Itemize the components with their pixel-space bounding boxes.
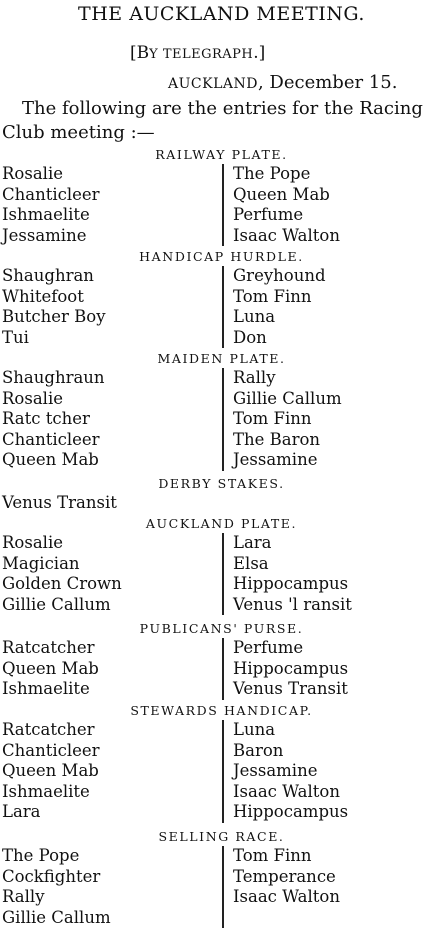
article-title: THE AUCKLAND MEETING. [78,3,365,25]
entry: Lara [233,533,272,552]
race-derby-stakes [0,475,443,514]
entry: Queen Mab [2,658,99,678]
entry: Hippocampus [233,802,349,821]
entry: Rally [2,887,45,906]
entry: Golden Crown [2,574,122,593]
race-title: MAIDEN PLATE. [157,351,286,366]
race-title: DERBY STAKES. [158,476,285,491]
intro-paragraph [0,97,443,145]
right-entries [222,164,340,246]
entry: Ishmaelite [2,205,90,224]
entry: Hippocampus [233,574,349,593]
entry: Queen Mab [233,184,330,204]
entry: Temperance [233,866,336,886]
entry: Jessamine [2,225,87,245]
right-entries [222,368,342,471]
entry: Lara [2,802,41,821]
entry: Ratcatcher [2,720,95,739]
race-handicap-hurdle [0,248,443,348]
entry: Greyhound [233,266,326,285]
race-title: RAILWAY PLATE. [155,147,288,162]
entry: Tui [2,327,29,347]
left-entries [2,164,100,246]
entry: Butcher Boy [2,307,106,326]
entry: Elsa [233,553,269,573]
entry: Gillie Callum [2,907,111,927]
race-title: AUCKLAND PLATE. [145,516,298,531]
entry: Baron [233,740,284,760]
entry: Hippocampus [233,658,349,678]
entry: Chanticleer [2,429,100,449]
entry: Venus 'l ransit [233,594,352,614]
race-publicans-purse [0,620,443,700]
byline-suffix: .] [253,43,266,63]
race-stewards-handicap [0,702,443,823]
dateline [168,72,397,93]
entry: Tom Finn [233,846,312,865]
race-title: PUBLICANS' PURSE. [139,621,304,636]
entry: Isaac Walton [233,225,340,245]
intro-line-1: The following are the entries for the Racing [22,98,423,119]
entry: Chanticleer [2,184,100,204]
entry: Venus Transit [2,493,117,512]
entry: Gillie Callum [2,594,111,614]
right-entries [222,720,348,823]
right-entries [222,638,348,700]
race-railway-plate [0,146,443,246]
entry: Ishmaelite [2,781,90,801]
entry: Ratc tcher [2,409,90,428]
left-entries [2,638,99,700]
entry: Whitefoot [2,286,84,306]
left-entries [2,533,122,615]
entry: The Pope [233,164,311,183]
entry: Rosalie [2,533,63,552]
race-maiden-plate [0,350,443,471]
race-auckland-plate [0,515,443,615]
entry: Jessamine [233,761,318,780]
byline-source: Y TELEGRAPH [149,47,254,62]
entry: Tom Finn [233,286,312,306]
entry: Venus Transit [233,679,348,698]
entry: Queen Mab [2,761,99,780]
left-entries [2,846,111,928]
entry: Isaac Walton [233,781,340,801]
entry: Queen Mab [2,450,99,469]
entry: Shaughraun [2,368,105,387]
entry: The Pope [2,846,80,865]
race-title: SELLING RACE. [158,829,285,844]
entry: Gillie Callum [233,388,342,408]
entry: Isaac Walton [233,887,340,906]
entry: Rally [233,368,276,387]
right-entries [222,846,340,928]
left-entries [2,368,105,471]
left-entries [2,720,100,823]
entry: Ratcatcher [2,638,95,657]
left-entries [2,266,106,348]
race-selling-race [0,828,443,928]
entry: The Baron [233,429,321,449]
left-entries [2,493,117,514]
entry: Shaughran [2,266,94,285]
entry: Jessamine [233,450,318,469]
entry: Luna [233,720,276,739]
entry: Perfume [233,638,304,657]
entry: Tom Finn [233,409,312,428]
entry: Don [233,327,267,347]
race-title: STEWARDS HANDICAP. [130,703,313,718]
right-entries [222,533,352,615]
right-entries [222,266,326,348]
dateline-place: AUCKLAND [168,76,258,92]
entry: Rosalie [2,388,63,408]
entry: Magician [2,553,80,573]
byline-prefix: [B [130,43,150,63]
entry: Luna [233,307,276,326]
race-title: HANDICAP HURDLE. [139,249,304,264]
entry: Chanticleer [2,740,100,760]
entry: Ishmaelite [2,679,90,698]
entry: Cockfighter [2,866,101,886]
byline [130,43,265,63]
intro-line-2: Club meeting :— [2,122,155,143]
entry: Rosalie [2,164,63,183]
entry: Perfume [233,205,304,224]
dateline-date: , December 15. [257,72,398,93]
